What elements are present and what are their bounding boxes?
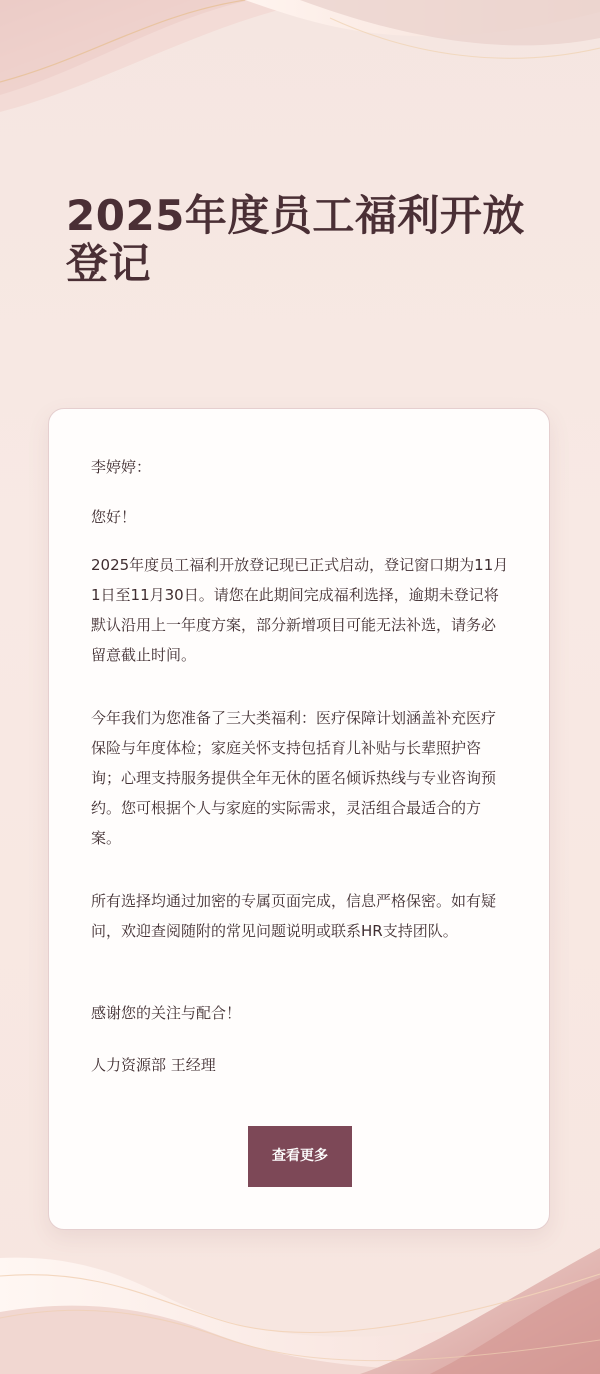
top-left-soft-wave — [0, 0, 320, 112]
recipient-greeting: 李婷婷： — [91, 458, 152, 476]
email-card — [48, 408, 550, 1230]
salutation: 您好！ — [91, 508, 137, 526]
benefits-paragraph: 今年我们为您准备了三大类福利：医疗保障计划涵盖补充医疗保险与年度体检；家庭关怀支持包括育儿补贴与长辈照护咨询；心理支持服务提供全年无休的匿名倾诉热线与专业咨询预约。您可根据个人与家庭的实际需求，灵活组合最适合的方案。 — [91, 709, 497, 847]
privacy-paragraph: 所有选择均通过加密的专属页面完成，信息严格保密。如有疑问，欢迎查阅随附的常见问题说明或联系HR支持团队。 — [91, 892, 497, 940]
enrollment-paragraph: 2025年度员工福利开放登记现已正式启动，登记窗口期为11月1日至11月30日。请您在此期间完成福利选择，逾期未登记将默认沿用上一年度方案，部分新增项目可能无法补选，请务必留意截止时间。 — [91, 556, 509, 664]
thanks-text: 感谢您的关注与配合！ — [91, 1004, 242, 1022]
email-title: 2025年度员工福利开放登记 — [66, 191, 525, 288]
view-more-button[interactable]: 查看更多 — [248, 1126, 352, 1187]
signature: 人力资源部 王经理 — [91, 1056, 216, 1074]
